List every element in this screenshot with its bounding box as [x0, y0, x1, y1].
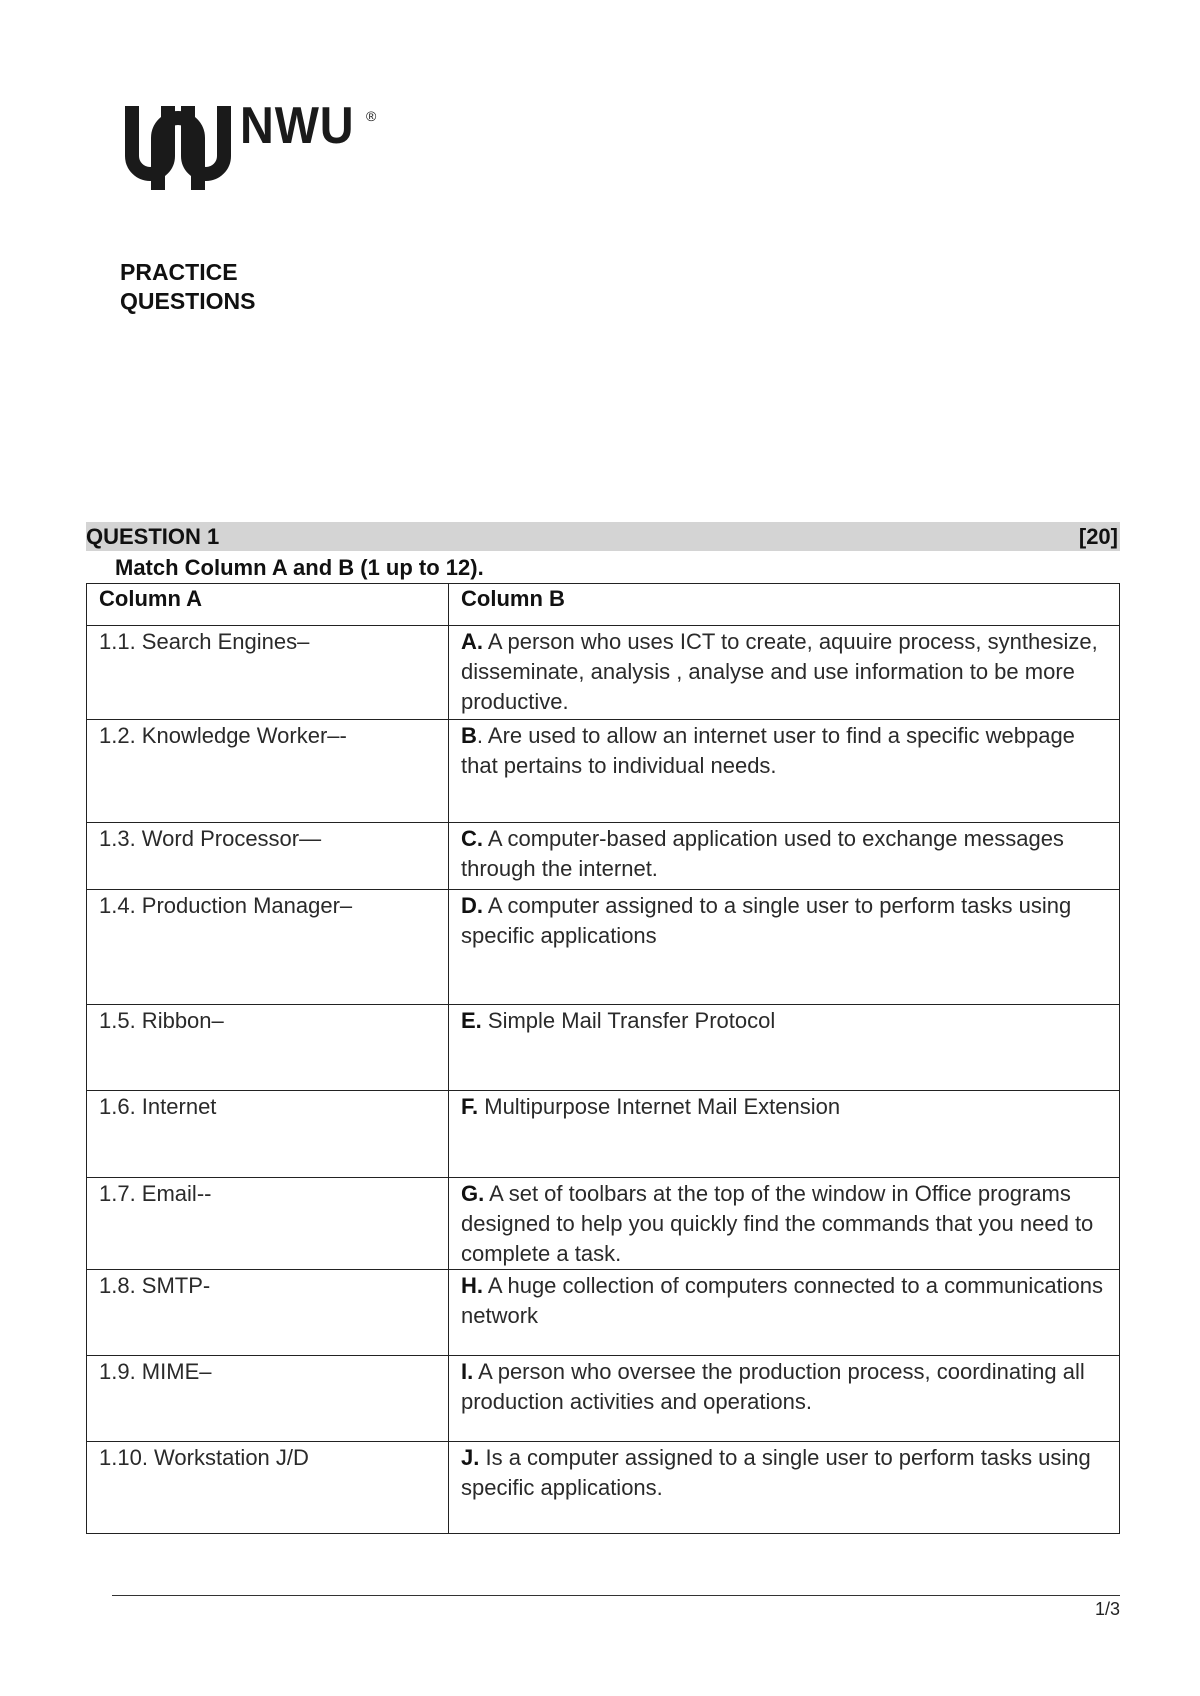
question-marks: [20] [1078, 524, 1118, 549]
answer-text: A person who oversee the production process, coordinating all production activities and operations. [461, 1359, 1085, 1414]
column-a-header: Column A [87, 584, 449, 626]
answer-letter: G. [461, 1181, 485, 1206]
answer-text: Is a computer assigned to a single user to perform tasks using specific applications. [461, 1445, 1091, 1500]
table-row [87, 1091, 1120, 1178]
table-row [87, 1005, 1120, 1091]
answer-letter: C. [461, 826, 483, 851]
answer-text: Simple Mail Transfer Protocol [481, 1008, 776, 1033]
column-b-header: Column B [449, 584, 1120, 626]
answer-text: A computer assigned to a single user to perform tasks using specific applications [461, 893, 1072, 948]
answer-text: A person who uses ICT to create, aquuire process, synthesize, disseminate, analysis , analyse and use information to be more productive. [461, 629, 1098, 714]
answer-letter: D. [461, 893, 483, 918]
column-b-cell [449, 1091, 1120, 1178]
answer-letter: J. [461, 1445, 480, 1470]
matching-table [86, 583, 1120, 1534]
table-row [87, 626, 1120, 720]
logo-text: NWU [240, 97, 355, 155]
table-row [87, 823, 1120, 890]
answer-text: A computer-based application used to exchange messages through the internet. [461, 826, 1064, 881]
column-b-cell [449, 890, 1120, 1005]
answer-letter: I. [461, 1359, 474, 1384]
table-row [87, 890, 1120, 1005]
table-row [87, 1270, 1120, 1356]
answer-text: A huge collection of computers connected to a communications network [461, 1273, 1104, 1328]
page-number: 1/3 [1094, 1599, 1120, 1619]
column-a-cell: 1.10. Workstation J/D [87, 1442, 449, 1534]
page-title-line-1: PRACTICE [120, 259, 238, 285]
column-b-cell [449, 1270, 1120, 1356]
column-a-cell: 1.5. Ribbon– [87, 1005, 449, 1091]
column-a-cell: 1.8. SMTP- [87, 1270, 449, 1356]
column-b-cell [449, 1005, 1120, 1091]
table-header-row [87, 584, 1120, 626]
column-b-cell [449, 720, 1120, 823]
column-a-cell: 1.6. Internet [87, 1091, 449, 1178]
answer-text: . Are used to allow an internet user to find a specific webpage that pertains to individual needs. [461, 723, 1075, 778]
column-a-cell: 1.4. Production Manager– [87, 890, 449, 1005]
column-a-cell: 1.1. Search Engines– [87, 626, 449, 720]
answer-letter: F. [461, 1094, 479, 1119]
answer-letter: B [461, 723, 477, 748]
answer-text: Multipurpose Internet Mail Extension [478, 1094, 841, 1119]
table-row [87, 1178, 1120, 1270]
column-b-cell [449, 1356, 1120, 1442]
question-title: QUESTION 1 [86, 524, 220, 549]
column-a-cell: 1.9. MIME– [87, 1356, 449, 1442]
answer-letter: H. [461, 1273, 483, 1298]
answer-letter: A. [461, 629, 483, 654]
nwu-logo-mark-icon [118, 88, 238, 198]
answer-text: A set of toolbars at the top of the window in Office programs designed to help you quickly find the commands that you need to complete a task. [461, 1181, 1094, 1266]
table-row [87, 720, 1120, 823]
question-header [86, 522, 1120, 551]
nwu-logo [118, 88, 388, 198]
page-title-line-2: QUESTIONS [120, 288, 256, 314]
column-b-cell [449, 1178, 1120, 1270]
table-row [87, 1356, 1120, 1442]
column-b-cell [449, 1442, 1120, 1534]
column-a-cell: 1.2. Knowledge Worker–- [87, 720, 449, 823]
column-b-cell [449, 626, 1120, 720]
question-instruction: Match Column A and B (1 up to 12). [115, 555, 484, 580]
column-a-cell: 1.7. Email-- [87, 1178, 449, 1270]
registered-mark: ® [366, 108, 377, 124]
footer-divider [112, 1595, 1120, 1596]
page-title [120, 258, 255, 316]
column-a-cell: 1.3. Word Processor— [87, 823, 449, 890]
column-b-cell [449, 823, 1120, 890]
answer-letter: E. [461, 1008, 482, 1033]
table-row [87, 1442, 1120, 1534]
